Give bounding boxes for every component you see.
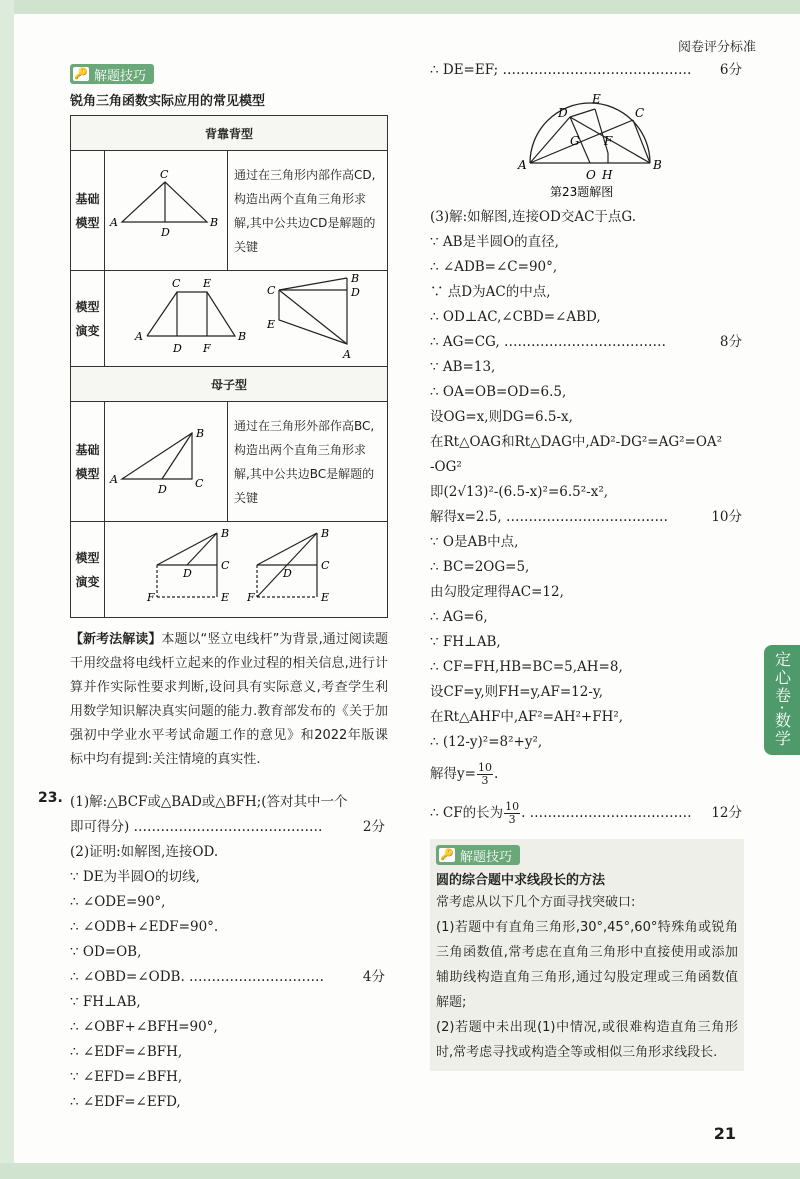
tip-badge [70,64,154,84]
solution-line [430,355,742,380]
line-text: . ……………………………… [521,805,692,821]
line-text: ∴ AG=6, [430,609,488,625]
line-text: ∴ ∠ODE=90°, [70,894,166,910]
solution-line [430,58,742,83]
line-text: ∴ AG=CG, ……………………………… [430,334,666,350]
tip-badge-label: 解题技巧 [460,849,513,865]
line-text: 解得x=2.5, ……………………………… [430,509,668,525]
line-text: ∴ BC=2OG=5, [430,559,530,575]
solution-line [430,530,742,555]
svg-text:C: C [635,106,645,120]
figure-mother-child-variants [104,522,387,618]
svg-text:D: D [157,483,167,496]
score-points: 12分 [711,805,742,821]
solution-line [430,455,742,480]
line-text: . [493,766,499,782]
left-border [0,0,14,1179]
svg-text:C: C [266,284,276,297]
row-label: 模型演变 [71,271,105,367]
solution-line [70,940,385,965]
svg-text:D: D [558,106,568,120]
svg-text:E: E [592,92,601,106]
top-border [0,0,800,14]
line-text: 即可得分) …………………………………… [70,819,323,835]
solution-line [430,305,742,330]
line-text: ∴ ∠OBF+∠BFH=90°, [70,1019,218,1035]
svg-text:E: E [220,591,229,604]
line-text: ∵ FH⊥AB, [430,634,501,650]
svg-text:C: C [171,277,181,290]
solution-line [430,580,742,605]
svg-text:C: C [320,559,330,572]
score-points: 6分 [719,62,742,78]
svg-text:A: A [342,348,351,360]
new-exam-interpretation [70,628,388,772]
svg-text:H: H [602,168,613,182]
fraction [504,801,520,826]
svg-text:A: A [518,158,527,172]
left-tip-box [70,62,388,772]
key-icon: 🔑 [440,848,454,861]
svg-text:D: D [350,286,360,299]
solution-line [430,405,742,430]
key-icon: 🔑 [74,67,88,80]
solution-line [430,205,742,230]
solution-line [430,555,742,580]
svg-text:D: D [172,342,182,355]
line-text: 在Rt△AHF中,AF²=AH²+FH², [430,709,624,725]
svg-text:F: F [246,591,255,604]
svg-text:E: E [202,277,211,290]
svg-text:B: B [653,158,662,172]
line-text: ∵ DE为半圆O的切线, [70,869,200,885]
svg-text:B: B [350,274,360,285]
line-text: ∴ CF=FH,HB=BC=5,AH=8, [430,659,623,675]
svg-text:E: E [266,318,275,331]
line-text: 解得y= [430,766,476,782]
svg-text:B: B [195,427,205,440]
svg-text:C: C [159,168,169,181]
line-text: ∴ ∠OBD=∠ODB. ………………………… [70,969,325,985]
svg-text:D: D [182,567,192,580]
tip-title: 锐角三角函数实际应用的常见模型 [70,94,266,109]
svg-text:F: F [604,134,613,148]
solution-line [70,815,385,840]
solution-line [70,965,385,990]
svg-text:A: A [134,330,143,343]
line-text: ∵ 点D为AC的中点, [430,284,551,300]
line-text: ∴ ∠EDF=∠EFD, [70,1094,181,1110]
line-text: ∴ ∠ADB=∠C=90°, [430,259,558,275]
section-title: 背靠背型 [71,116,388,151]
section-title: 母子型 [71,367,388,402]
solution-line [430,280,742,305]
score-points: 2分 [362,819,385,835]
line-text: (1)解:△BCF或△BAD或△BFH;(答对其中一个 [70,794,348,810]
solution-line [70,865,385,890]
figure-caption: 第23题解图 [550,185,614,199]
svg-text:B: B [220,527,230,540]
figure-mother-child-basic [104,402,227,522]
page-number: 21 [713,1124,736,1143]
line-text: ∴ (12-y)²=8²+y², [430,734,543,750]
row-label: 基础模型 [71,402,105,522]
solution-line [70,840,385,865]
line-text: -OG² [430,459,462,475]
svg-text:D: D [282,567,292,580]
solution-line [70,1065,385,1090]
model-table [70,115,388,618]
new-exam-text: 本题以“竖立电线杆”为背景,通过阅读题干用绞盘将电线杆立起来的作业过程的相关信息,进行计算并作实际性要求判断,设问具有实际意义,考查学生利用数学知识解决真实问题的能力.教育部发布的《关于加强初中学业水平考试命题工作的意见》和2022年版课标中均有提到:关注情境的真实性. [70,632,388,767]
solution-line [430,793,742,833]
right-column [430,58,742,1071]
line-text: ∵ ∠EFD=∠BFH, [70,1069,183,1085]
line-text: (2)证明:如解图,连接OD. [70,844,219,860]
tip-intro: 常考虑从以下几个方面寻找突破口: [436,895,636,910]
solution-line [430,430,742,455]
denominator: 3 [481,774,489,787]
new-exam-label: 【新考法解读】 [70,632,162,647]
subject-tab: 定心卷·数学 [764,645,800,755]
line-text: 在Rt△OAG和Rt△DAG中,AD²-DG²=AG²=OA² [430,434,723,450]
svg-text:E: E [320,591,329,604]
tip-badge-label: 解题技巧 [94,68,147,84]
solution-line [70,1015,385,1040]
model-description: 通过在三角形内部作高CD,构造出两个直角三角形求解,其中公共边CD是解题的关键 [227,151,387,271]
solution-line [430,480,742,505]
question-23 [40,790,385,1115]
score-points: 10分 [711,509,742,525]
line-text: ∴ ∠ODB+∠EDF=90°. [70,919,219,935]
solution-line [70,790,385,815]
solution-line [70,890,385,915]
line-text: 设OG=x,则DG=6.5-x, [430,409,573,425]
solution-figure [430,83,742,201]
solution-line [430,655,742,680]
question-number: 23. [38,790,63,806]
right-solution [430,205,742,755]
line-text: 设CF=y,则FH=y,AF=12-y, [430,684,604,700]
svg-text:F: F [202,342,211,355]
solution-line [430,230,742,255]
solution-line [430,680,742,705]
row-label: 基础模型 [71,151,105,271]
score-points: 4分 [362,969,385,985]
svg-text:C: C [194,477,204,490]
numerator: 10 [477,761,492,774]
solution-line [430,605,742,630]
solution-line [70,1040,385,1065]
figure-back-to-back-basic [104,151,227,271]
tip-title: 圆的综合题中求线段长的方法 [436,873,606,888]
solution-line [430,380,742,405]
svg-text:A: A [109,216,118,229]
right-tip-box [430,839,744,1071]
line-text: ∴ CF的长为 [430,805,504,821]
svg-text:B: B [320,527,330,540]
solution-line [430,705,742,730]
line-text: ∴ ∠EDF=∠BFH, [70,1044,183,1060]
svg-text:A: A [109,473,118,486]
header-title: 阅卷评分标准 [677,40,756,55]
line-text: ∵ O是AB中点, [430,534,519,550]
line-text: ∴ OA=OB=OD=6.5, [430,384,567,400]
svg-text:C: C [220,559,230,572]
svg-text:B: B [209,216,219,229]
line-text: ∴ DE=EF; …………………………………… [430,62,692,78]
solution-line [70,1090,385,1115]
tip-paragraph-2: (2)若题中未出现(1)中情况,或很难构造直角三角形时,常考虑寻找或构造全等或相似三角形求线段长. [436,1020,738,1060]
line-text: ∴ OD⊥AC,∠CBD=∠ABD, [430,309,601,325]
solution-line [70,915,385,940]
line-text: 即(2√13)²-(6.5-x)²=6.5²-x², [430,484,609,500]
line-text: (3)解:如解图,连接OD交AC于点G. [430,209,637,225]
solution-line [70,990,385,1015]
svg-text:G: G [570,134,580,148]
line-text: ∵ FH⊥AB, [70,994,141,1010]
line-text: ∵ AB=13, [430,359,496,375]
score-points: 8分 [719,334,742,350]
line-text: ∵ OD=OB, [70,944,142,960]
q23-solution [70,790,385,1115]
svg-text:B: B [237,330,247,343]
line-text: 由勾股定理得AC=12, [430,584,564,600]
fraction [477,762,493,787]
denominator: 3 [508,813,516,826]
svg-text:O: O [586,168,596,182]
svg-text:D: D [160,226,170,239]
model-description: 通过在三角形外部作高BC,构造出两个直角三角形求解,其中公共边BC是解题的关键 [227,402,387,522]
bottom-border [0,1163,800,1179]
svg-text:F: F [146,591,155,604]
row-label: 模型演变 [71,522,105,618]
solution-line [430,255,742,280]
solution-line [430,330,742,355]
solution-line [430,730,742,755]
solution-line [430,630,742,655]
tip-paragraph-1: (1)若题中有直角三角形,30°,45°,60°特殊角或锐角三角函数值,常考虑在直角三角形中直接使用或添加辅助线构造直角三角形,通过勾股定理或三角函数值解题; [436,920,738,1010]
figure-back-to-back-variants [104,271,387,367]
solution-line [430,755,742,793]
solution-line [430,505,742,530]
tip-badge [436,845,520,865]
numerator: 10 [505,800,520,813]
line-text: ∵ AB是半圆O的直径, [430,234,559,250]
